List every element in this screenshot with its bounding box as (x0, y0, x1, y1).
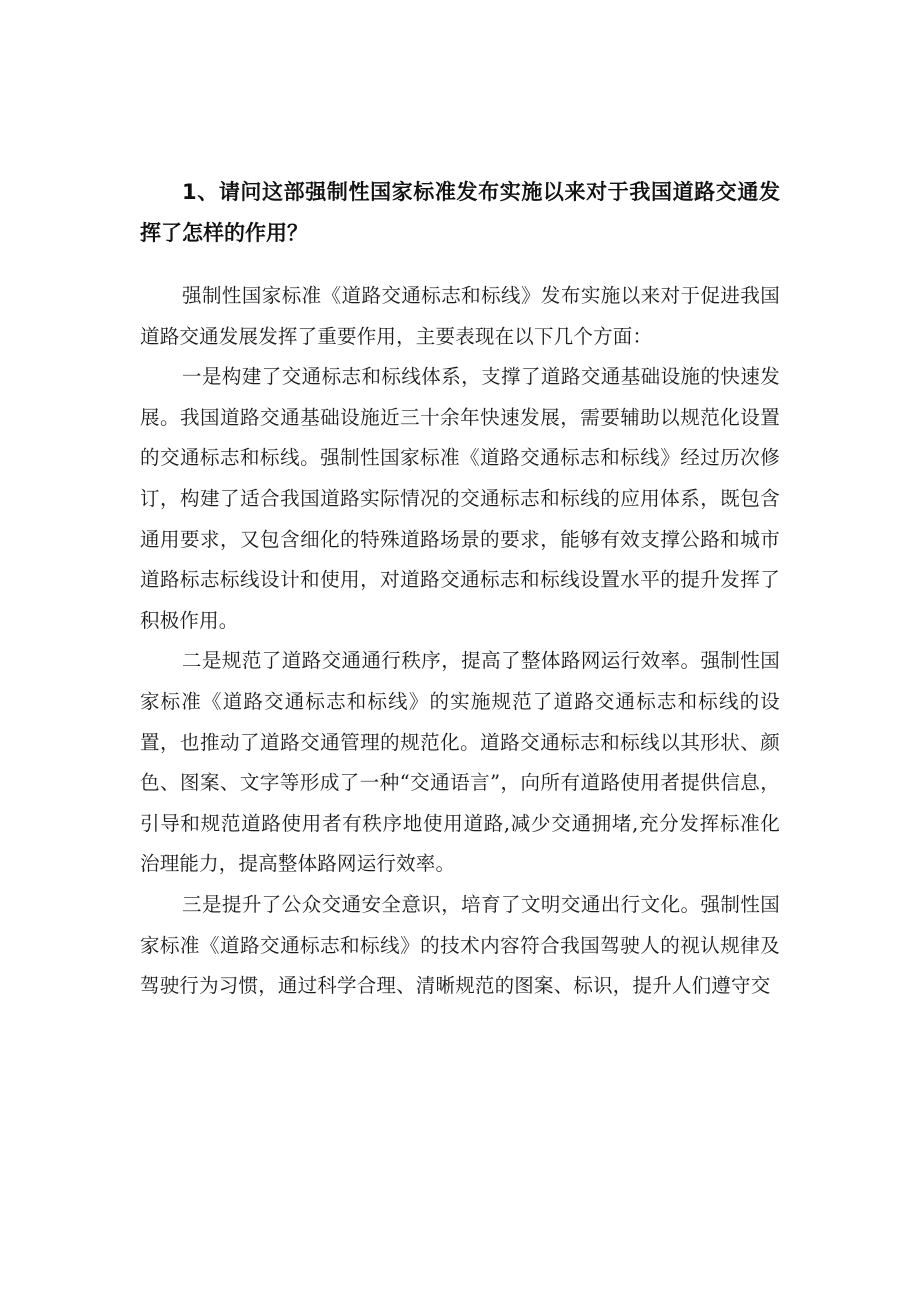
intro-paragraph: 强制性国家标准《道路交通标志和标线》发布实施以来对于促进我国道路交通发展发挥了重要作用，主要表现在以下几个方面： (140, 284, 780, 348)
question-heading: 1、请问这部强制性国家标准发布实施以来对于我国道路交通发挥了怎样的作用？ (140, 180, 780, 245)
point-two-paragraph: 二是规范了道路交通通行秩序，提高了整体路网运行效率。强制性国家标准《道路交通标志和标线》的实施规范了道路交通标志和标线的设置，也推动了道路交通管理的规范化。道路交通标志和标线以其形状、颜色、图案、文字等形成了一种“交通语言”，向所有道路使用者提供信息，引导和规范道路使用者有秩序地使用道路,减少交通拥堵,充分发挥标准化治理能力，提高整体路网运行效率。 (140, 649, 780, 876)
point-three-paragraph: 三是提升了公众交通安全意识，培育了文明交通出行文化。强制性国家标准《道路交通标志和标线》的技术内容符合我国驾驶人的视认规律及驾驶行为习惯，通过科学合理、清晰规范的图案、标识，提升人们遵守交 (140, 892, 780, 998)
document-body (140, 172, 780, 1007)
point-one-paragraph: 一是构建了交通标志和标线体系，支撑了道路交通基础设施的快速发展。我国道路交通基础设施近三十余年快速发展，需要辅助以规范化设置的交通标志和标线。强制性国家标准《道路交通标志和标线》经过历次修订，构建了适合我国道路实际情况的交通标志和标线的应用体系，既包含通用要求，又包含细化的特殊道路场景的要求，能够有效支撑公路和城市道路标志标线设计和使用，对道路交通标志和标线设置水平的提升发挥了积极作用。 (140, 365, 780, 632)
